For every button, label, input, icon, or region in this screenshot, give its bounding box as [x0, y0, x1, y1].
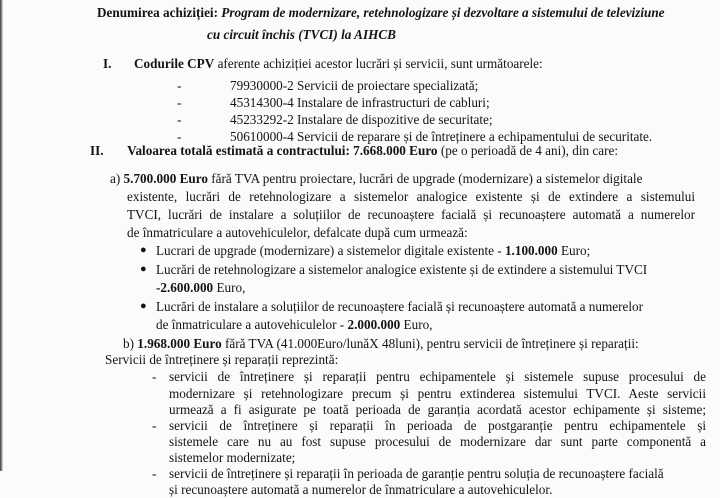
- section-1-number: I.: [103, 56, 112, 71]
- dash-marker: -: [177, 95, 182, 110]
- dash-marker: -: [177, 112, 182, 127]
- dash-marker: -: [177, 78, 182, 93]
- service-item-line: modernizare și retehnologizare precum și pentru extinderea sistemului TVCI. Aeste servicii: [169, 386, 706, 401]
- title-value-line1: Program de modernizare, retehnologizare și dezvoltare a sistemului de televiziune: [221, 5, 665, 20]
- bullet-suffix: Euro,: [400, 317, 433, 332]
- section-2-heading-rest: (pe o perioadă de 4 ani), din care:: [437, 143, 619, 158]
- cpv-item-text: 79930000-2 Servicii de proiectare specializată;: [230, 78, 479, 93]
- part-a-line: fără TVA pentru proiectare, lucrări de upgrade (modernizare) a sistemelor digitale: [207, 171, 643, 186]
- bullet-icon: ●: [140, 244, 147, 256]
- part-a-line: existente, lucrări de retehnologizare a sistemelor analogice existente și de extindere a sistemului: [127, 189, 695, 204]
- bullet-amount: -2.600.000: [156, 280, 214, 295]
- dash-marker: -: [152, 369, 157, 384]
- part-a-first-line: [110, 171, 642, 187]
- bullet-line2: [156, 280, 245, 296]
- bullet-suffix: Euro;: [557, 243, 591, 258]
- part-b-rest: fără TVA (41.000Euro/lunăX 48luni), pentru servicii de întreținere și reparații:: [221, 336, 639, 351]
- dash-marker: -: [152, 418, 157, 433]
- part-a-line: TVCI, lucrări de instalare a soluțiilor de recunoaștere facială și recunoaștere automată a numerelor: [127, 207, 695, 222]
- bullet-suffix: Euro,: [213, 280, 246, 295]
- title-value-line2: cu circuit închis (TVCI) la AIHCB: [207, 27, 396, 42]
- cpv-item-text: 45233292-2 Instalare de dispozitive de securitate;: [230, 112, 493, 127]
- part-a-line: de înmatriculare a autovehiculelor, defalcate după cum urmează:: [127, 225, 468, 240]
- service-item-line: și recunoaștere automată a numerelor de înmatriculare a autovehiculelor.: [169, 482, 553, 497]
- part-b-amount: 1.968.000 Euro: [137, 336, 222, 351]
- part-b-first-line: [123, 336, 639, 352]
- section-1-heading-rest: aferente achiziției acestor lucrări și servicii, sunt următoarele:: [214, 56, 543, 71]
- cpv-item-text: 45314300-4 Instalare de infrastructuri de cabluri;: [230, 95, 490, 110]
- bullet-icon: ●: [140, 263, 147, 275]
- section-2-heading-bold: Valoarea totală estimată a contractului: 7.668.000 Euro: [127, 143, 438, 158]
- acquisition-title: [97, 5, 665, 21]
- part-a-marker: a): [110, 171, 121, 186]
- bullet-icon: ●: [140, 300, 147, 312]
- bullet-text: de înmatriculare a autovehiculelor -: [156, 317, 348, 332]
- service-item-line: urmează a fi asigurate pe toată perioada de garanția acordată acestor echipamente și sisteme;: [169, 402, 706, 417]
- bullet-line2: [156, 317, 432, 333]
- dash-marker: -: [177, 129, 182, 144]
- service-item-line: sistemele care nu au fost supuse procesului de modernizare dar sunt parte componentă a: [169, 434, 706, 449]
- part-a-amount: 5.700.000 Euro: [123, 171, 208, 186]
- dash-marker: -: [152, 466, 157, 481]
- section-1-heading-bold: Codurile CPV: [134, 56, 215, 71]
- service-item-line: sistemelor modernizate;: [169, 450, 296, 465]
- part-b-marker: b): [123, 336, 134, 351]
- service-item-line: servicii de întreținere și reparații pentru echipamentele și sistemele supuse procesului de: [169, 369, 706, 384]
- bullet-amount: 1.100.000: [504, 243, 558, 258]
- bullet-text: Lucrări de instalare a soluțiilor de recunoaștere facială și recunoaștere automată a numerelor: [156, 299, 643, 314]
- bullet-amount: 2.000.000: [347, 317, 401, 332]
- part-b-intro: Servicii de întreținere și reparații reprezintă:: [105, 352, 339, 367]
- section-2-heading: [90, 143, 618, 159]
- bullet-text: Lucrari de upgrade (modernizare) a sistemelor digitale existente -: [156, 243, 505, 258]
- section-2-number: II.: [90, 143, 104, 158]
- section-1-heading: [103, 56, 543, 72]
- service-item-line: servicii de întreținere și reparații în perioada de postgaranție pentru echipamentele și: [169, 418, 706, 433]
- bullet-text: Lucrări de retehnologizare a sistemelor analogice existente și de extindere a sistemului TVCI: [156, 262, 648, 277]
- title-label: Denumirea achiziției:: [97, 5, 218, 20]
- cpv-item-text: 50610000-4 Servicii de reparare și de întreținere a echipamentului de securitate.: [230, 129, 653, 144]
- service-item-line: servicii de întreținere și reparații în perioada de garanție pentru soluția de recunoaștere facială: [169, 466, 664, 481]
